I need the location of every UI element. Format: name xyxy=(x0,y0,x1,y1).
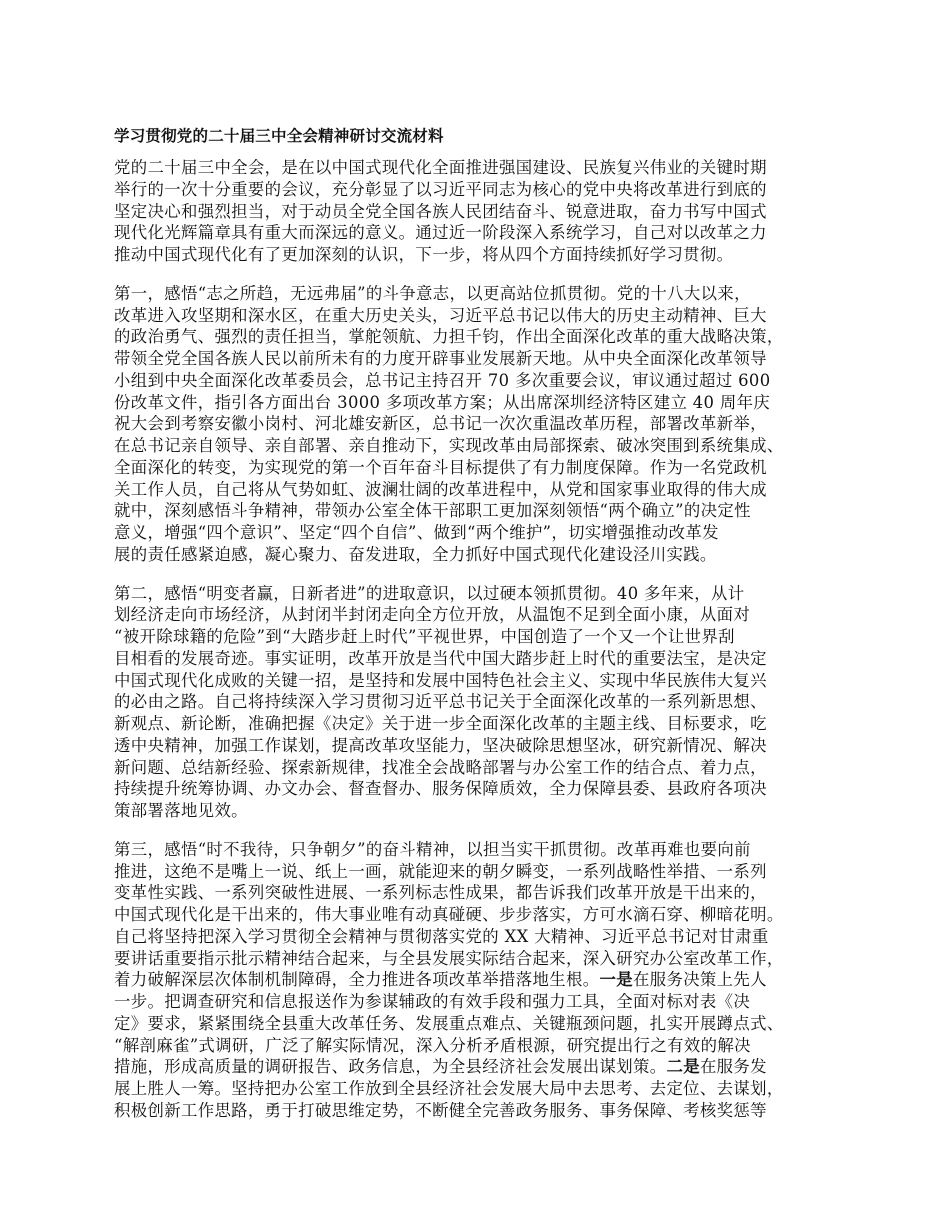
paragraph-second xyxy=(114,583,844,822)
document-title: 学习贯彻党的二十届三中全会精神研讨交流材料 xyxy=(114,127,444,145)
text-line: 第一，感悟“志之所趋，无远弗届”的斗争意志，以更高站位抓贯彻。党的十八大以来， xyxy=(114,283,751,303)
text-line: 持续提升统筹协调、办文办会、督查督办、服务保障质效，全力保障县委、县政府各项决 xyxy=(114,779,767,799)
text-line: 策部署落地见效。 xyxy=(114,801,248,820)
text-line: 改革进入攻坚期和深水区，在重大历史关头，习近平总书记以伟大的历史主动精神、巨大 xyxy=(114,305,767,325)
text-line-mixed xyxy=(114,969,844,991)
text-line: 积极创新工作思路，勇于打破思维定势，不断健全完善政务服务、事务保障、考核奖惩等 xyxy=(114,1100,767,1120)
text-line: 祝大会到考察安徽小岗村、河北雄安新区，总书记一次次重温改革历程，部署改革新举， xyxy=(114,414,767,434)
text-line: 目相看的发展奇迹。事实证明，改革开放是当代中国大踏步赶上时代的重要法宝，是决定 xyxy=(114,648,767,668)
text-line-mixed xyxy=(114,1056,844,1078)
text-line: 小组到中央全面深化改革委员会，总书记主持召开 70 多次重要会议，审议通过超过 600 xyxy=(114,370,771,390)
text-line: 变革性实践、一系列突破性进展、一系列标志性成果，都告诉我们改革开放是干出来的， xyxy=(114,883,767,903)
text-line: 第二，感悟“明变者赢，日新者进”的进取意识，以过硬本领抓贯彻。40 多年来，从计 xyxy=(114,583,745,603)
text-segment: 在服务发 xyxy=(699,1057,767,1077)
text-line: 第三，感悟“时不我待，只争朝夕”的奋斗精神，以担当实干抓贯彻。改革再难也要向前 xyxy=(114,839,751,859)
text-line: 展上胜人一筹。坚持把办公室工作放到全县经济社会发展大局中去思考、去定位、去谋划， xyxy=(114,1079,784,1098)
text-line: 要讲话重要指示批示精神结合起来，与全县发展实际结合起来，深入研究办公室改革工作， xyxy=(114,948,784,968)
text-line: 推动中国式现代化有了更加深刻的认识，下一步，将从四个方面持续抓好学习贯彻。 xyxy=(114,245,734,264)
text-line: 自己将坚持把深入学习贯彻全会精神与贯彻落实党的 XX 大精神、习近平总书记对甘肃重 xyxy=(114,926,769,946)
text-line: 全面深化的转变，为实现党的第一个百年奋斗目标提供了有力制度保障。作为一名党政机 xyxy=(114,457,767,477)
text-segment: 在服务决策上先人 xyxy=(632,970,767,990)
paragraph-first xyxy=(114,283,844,566)
text-line: 新问题、总结新经验、探索新规律，找准全会战略部署与办公室工作的结合点、着力点， xyxy=(114,757,767,777)
paragraph-third xyxy=(114,839,844,1122)
text-line: 关工作人员，自己将从气势如虹、波澜壮阔的改革进程中，从党和国家事业取得的伟大成 xyxy=(114,479,767,499)
text-line: 在总书记亲自领导、亲自部署、亲自推动下，实现改革由局部探索、破冰突围到系统集成、 xyxy=(114,436,784,455)
text-line: 举行的一次十分重要的会议，充分彰显了以习近平同志为核心的党中央将改革进行到底的 xyxy=(114,179,767,199)
text-segment: 着力破解深层次体制机制障碍，全力推进各项改革举措落地生根。 xyxy=(114,970,600,990)
paragraph-intro xyxy=(114,157,844,266)
text-line: 新观点、新论断，准确把握《决定》关于进一步全面深化改革的主题主线、目标要求，吃 xyxy=(114,714,767,733)
text-line: 的必由之路。自己将持续深入学习贯彻习近平总书记关于全面深化改革的一系列新思想、 xyxy=(114,692,767,712)
text-line: 的政治勇气、强烈的责任担当，掌舵领航、力担千钧，作出全面深化改革的重大战略决策， xyxy=(114,327,784,347)
text-line: 就中，深刻感悟斗争精神，带领办公室全体干部职工更加深刻领悟“两个确立”的决定性 xyxy=(114,501,751,521)
text-line: 意义，增强“四个意识”、坚定“四个自信”、做到“两个维护”，切实增强推动改革发 xyxy=(114,523,719,542)
text-line: 一步。把调查研究和信息报送作为参谋辅政的有效手段和强力工具，全面对标对表《决 xyxy=(114,992,751,1011)
text-segment: 措施，形成高质量的调研报告、政务信息，为全县经济社会发展出谋划策。 xyxy=(114,1057,667,1077)
bold-emphasis: 一是 xyxy=(599,970,633,990)
text-line: 展的责任感紧迫感，凝心聚力、奋发进取，全力抓好中国式现代化建设泾川实践。 xyxy=(114,544,717,564)
text-line: 坚定决心和强烈担当，对于动员全党全国各族人民团结奋斗、锐意进取，奋力书写中国式 xyxy=(114,201,767,221)
text-line: 透中央精神，加强工作谋划，提高改革攻坚能力，坚决破除思想坚冰，研究新情况、解决 xyxy=(114,735,767,755)
text-line: 定》要求，紧紧围绕全县重大改革任务、发展重点难点、关键瓶颈问题，扎实开展蹲点式、 xyxy=(114,1013,784,1033)
text-line: 份改革文件，指引各方面出台 3000 多项改革方案；从出席深圳经济特区建立 40 周年庆 xyxy=(114,392,771,412)
document-page xyxy=(114,126,844,1139)
bold-emphasis: 二是 xyxy=(666,1057,700,1077)
text-line: 现代化光辉篇章具有重大而深远的意义。通过近一阶段深入系统学习，自己对以改革之力 xyxy=(114,223,767,243)
text-line: “解剖麻雀”式调研，广泛了解实际情况，深入分析矛盾根源，研究提出行之有效的解决 xyxy=(114,1035,751,1055)
text-line: 划经济走向市场经济，从封闭半封闭走向全方位开放，从温饱不足到全面小康，从面对 xyxy=(114,605,751,625)
text-line: 带领全党全国各族人民以前所未有的力度开辟事业发展新天地。从中央全面深化改革领导 xyxy=(114,349,767,368)
text-line: 中国式现代化成败的关键一招，是坚持和发展中国特色社会主义、实现中华民族伟大复兴 xyxy=(114,670,767,690)
text-line: “被开除球籍的危险”到“大踏步赶上时代”平视世界，中国创造了一个又一个让世界刮 xyxy=(114,627,735,646)
text-line: 中国式现代化是干出来的，伟大事业唯有动真碰硬、步步落实，方可水滴石穿、柳暗花明。 xyxy=(114,905,784,924)
text-line: 推进，这绝不是嘴上一说、纸上一画，就能迎来的朝夕瞬变，一系列战略性举措、一系列 xyxy=(114,861,767,881)
text-line: 党的二十届三中全会，是在以中国式现代化全面推进强国建设、民族复兴伟业的关键时期 xyxy=(114,158,767,177)
